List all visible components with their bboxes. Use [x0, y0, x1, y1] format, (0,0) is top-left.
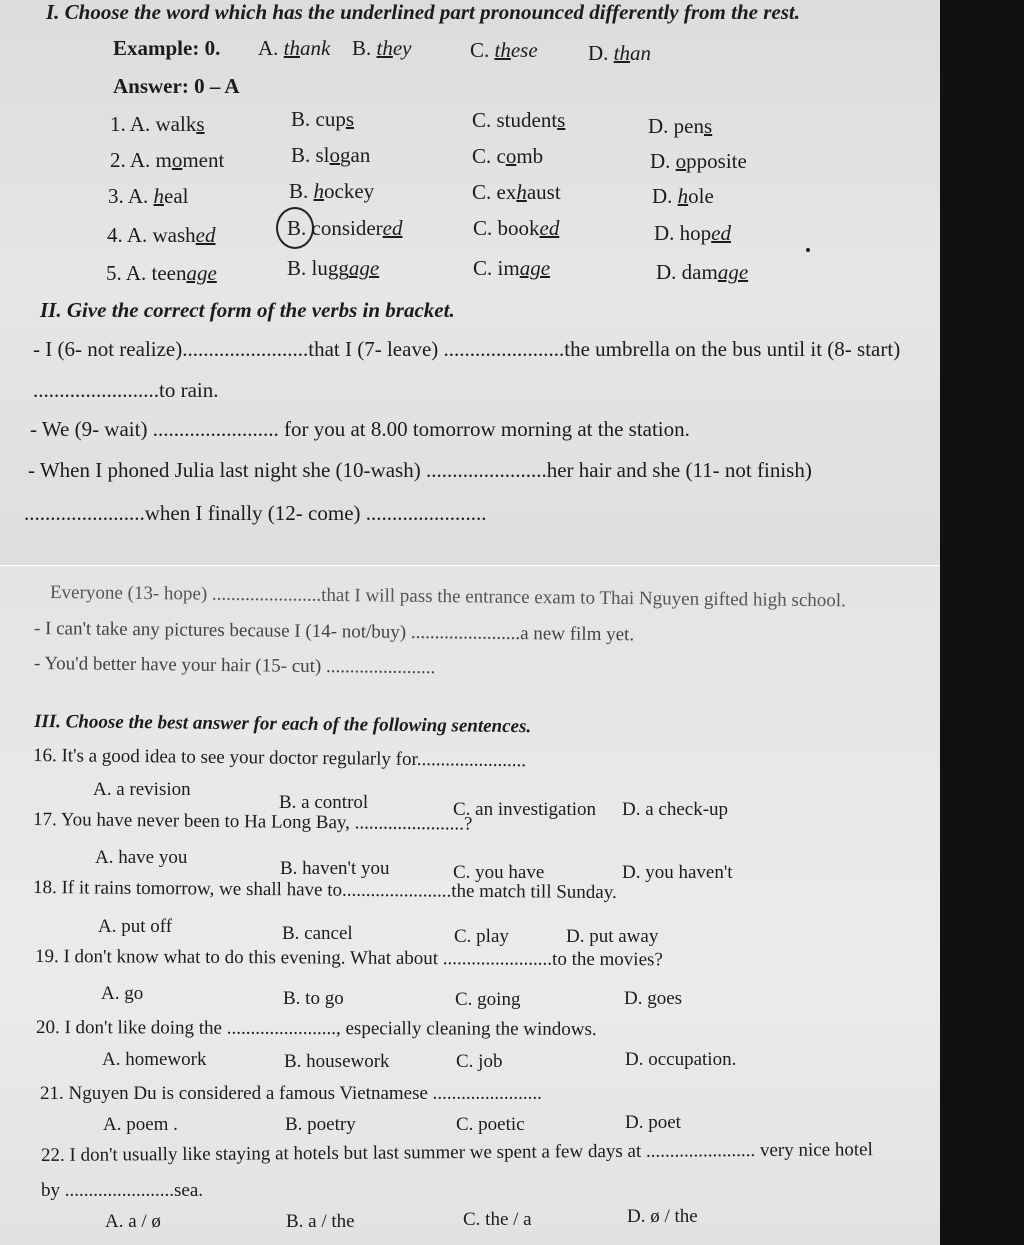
q17-option-a: A. have you	[95, 847, 188, 868]
exercise-13: Everyone (13- hope) .......................that I will pass the entrance exam to Thai Nguyen gifted high school.	[49, 582, 846, 612]
q4-option-c: C. booked	[473, 216, 560, 240]
q3-option-c: C. exhaust	[472, 180, 561, 204]
worksheet-photo-top	[0, 0, 940, 565]
q2-option-d: D. opposite	[650, 149, 747, 173]
q4-option-b: B. considered	[287, 216, 403, 240]
q20-option-c: C. job	[456, 1051, 503, 1072]
q5-option-d: D. damage	[656, 260, 749, 284]
example-option-b: B. they	[352, 36, 412, 60]
q21-option-a: A. poem .	[103, 1114, 178, 1135]
q1-option-d: D. pens	[648, 114, 713, 138]
ink-speck	[806, 248, 810, 252]
q19-option-b: B. to go	[283, 988, 344, 1009]
q21-option-d: D. poet	[625, 1112, 681, 1133]
example-option-c: C. these	[470, 38, 538, 62]
q16-text: 16. It's a good idea to see your doctor regularly for.......................	[32, 745, 527, 772]
q17-option-c: C. you have	[453, 862, 545, 883]
q18-option-b: B. cancel	[282, 923, 353, 944]
q5-option-c: C. image	[473, 256, 551, 280]
q22-option-d: D. ø / the	[627, 1206, 698, 1227]
q17-text: 17. You have never been to Ha Long Bay, .......................?	[32, 809, 473, 835]
section-2-title: II. Give the correct form of the verbs in bracket.	[40, 298, 455, 322]
q3-option-d: D. hole	[652, 184, 714, 208]
q3-option-b: B. hockey	[289, 179, 375, 203]
exercise-14: - I can't take any pictures because I (14- not/buy) .......................a new film yet.	[33, 618, 635, 646]
q16-option-b: B. a control	[279, 792, 369, 813]
q22-option-a: A. a / ø	[105, 1211, 161, 1232]
q21-option-c: C. poetic	[456, 1114, 525, 1135]
q2-option-c: C. comb	[472, 144, 544, 168]
q2-option-b: B. slogan	[291, 143, 371, 167]
q18-text: 18. If it rains tomorrow, we shall have to.......................the match till Sunday.	[32, 877, 617, 904]
q16-option-a: A. a revision	[93, 779, 191, 800]
q5-option-b: B. luggage	[287, 256, 380, 280]
section-3-title: III. Choose the best answer for each of the following sentences.	[33, 711, 532, 738]
example-label: Example: 0.	[113, 36, 221, 60]
q17-option-d: D. you haven't	[622, 862, 733, 883]
q19-option-c: C. going	[455, 989, 521, 1010]
q1-option-b: B. cups	[291, 107, 355, 131]
exercise-11-12: .......................when I finally (12- come) .......................	[24, 501, 487, 525]
q19-option-a: A. go	[101, 983, 144, 1004]
q4-option-a: 4. A. washed	[107, 223, 216, 247]
q1-option-c: C. students	[472, 108, 566, 132]
q4-option-d: D. hoped	[654, 221, 731, 245]
q22-text: 22. I don't usually like staying at hotels but last summer we spent a few days at ....................... very nice hotel	[40, 1139, 873, 1166]
exercise-6-8: - I (6- not realize)........................that I (7- leave) .......................the umbrella on the bus until it (8- start)	[33, 337, 901, 361]
q20-text: 20. I don't like doing the ......................., especially cleaning the windows.	[35, 1017, 597, 1040]
q19-text: 19. I don't know what to do this evening. What about .......................to the movies?	[34, 946, 663, 971]
q18-option-a: A. put off	[98, 916, 173, 937]
q19-option-d: D. goes	[624, 988, 683, 1009]
q16-option-d: D. a check-up	[622, 799, 729, 820]
example-option-a: A. thank	[258, 36, 331, 60]
q22-option-b: B. a / the	[286, 1211, 355, 1232]
q22-text-cont: by .......................sea.	[41, 1180, 204, 1201]
example-option-d: D. than	[588, 41, 652, 65]
q18-option-d: D. put away	[566, 926, 659, 947]
q5-option-a: 5. A. teenage	[106, 261, 217, 285]
q18-option-c: C. play	[454, 926, 509, 947]
q2-option-a: 2. A. moment	[110, 148, 225, 172]
q21-text: 21. Nguyen Du is considered a famous Vietnamese .......................	[40, 1083, 542, 1104]
q1-option-a: 1. A. walks	[110, 112, 205, 136]
q20-option-a: A. homework	[102, 1049, 207, 1070]
q20-option-d: D. occupation.	[625, 1049, 737, 1070]
q21-option-b: B. poetry	[285, 1114, 356, 1135]
q22-option-c: C. the / a	[463, 1209, 532, 1230]
q3-option-a: 3. A. heal	[108, 184, 189, 208]
exercise-15: - You'd better have your hair (15- cut) .......................	[33, 653, 436, 679]
q16-option-c: C. an investigation	[453, 799, 597, 820]
worksheet-photo-bottom	[0, 566, 940, 1245]
q20-option-b: B. housework	[284, 1051, 390, 1072]
exercise-8-cont: ........................to rain.	[33, 378, 219, 402]
exercise-9: - We (9- wait) ........................ for you at 8.00 tomorrow morning at the station.	[30, 417, 690, 441]
q17-option-b: B. haven't you	[280, 858, 390, 879]
exercise-10-11: - When I phoned Julia last night she (10-wash) .......................her hair and she (11- not finish)	[28, 458, 812, 482]
section-1-title: I. Choose the word which has the underlined part pronounced differently from the rest.	[46, 0, 800, 24]
example-answer: Answer: 0 – A	[113, 74, 240, 98]
